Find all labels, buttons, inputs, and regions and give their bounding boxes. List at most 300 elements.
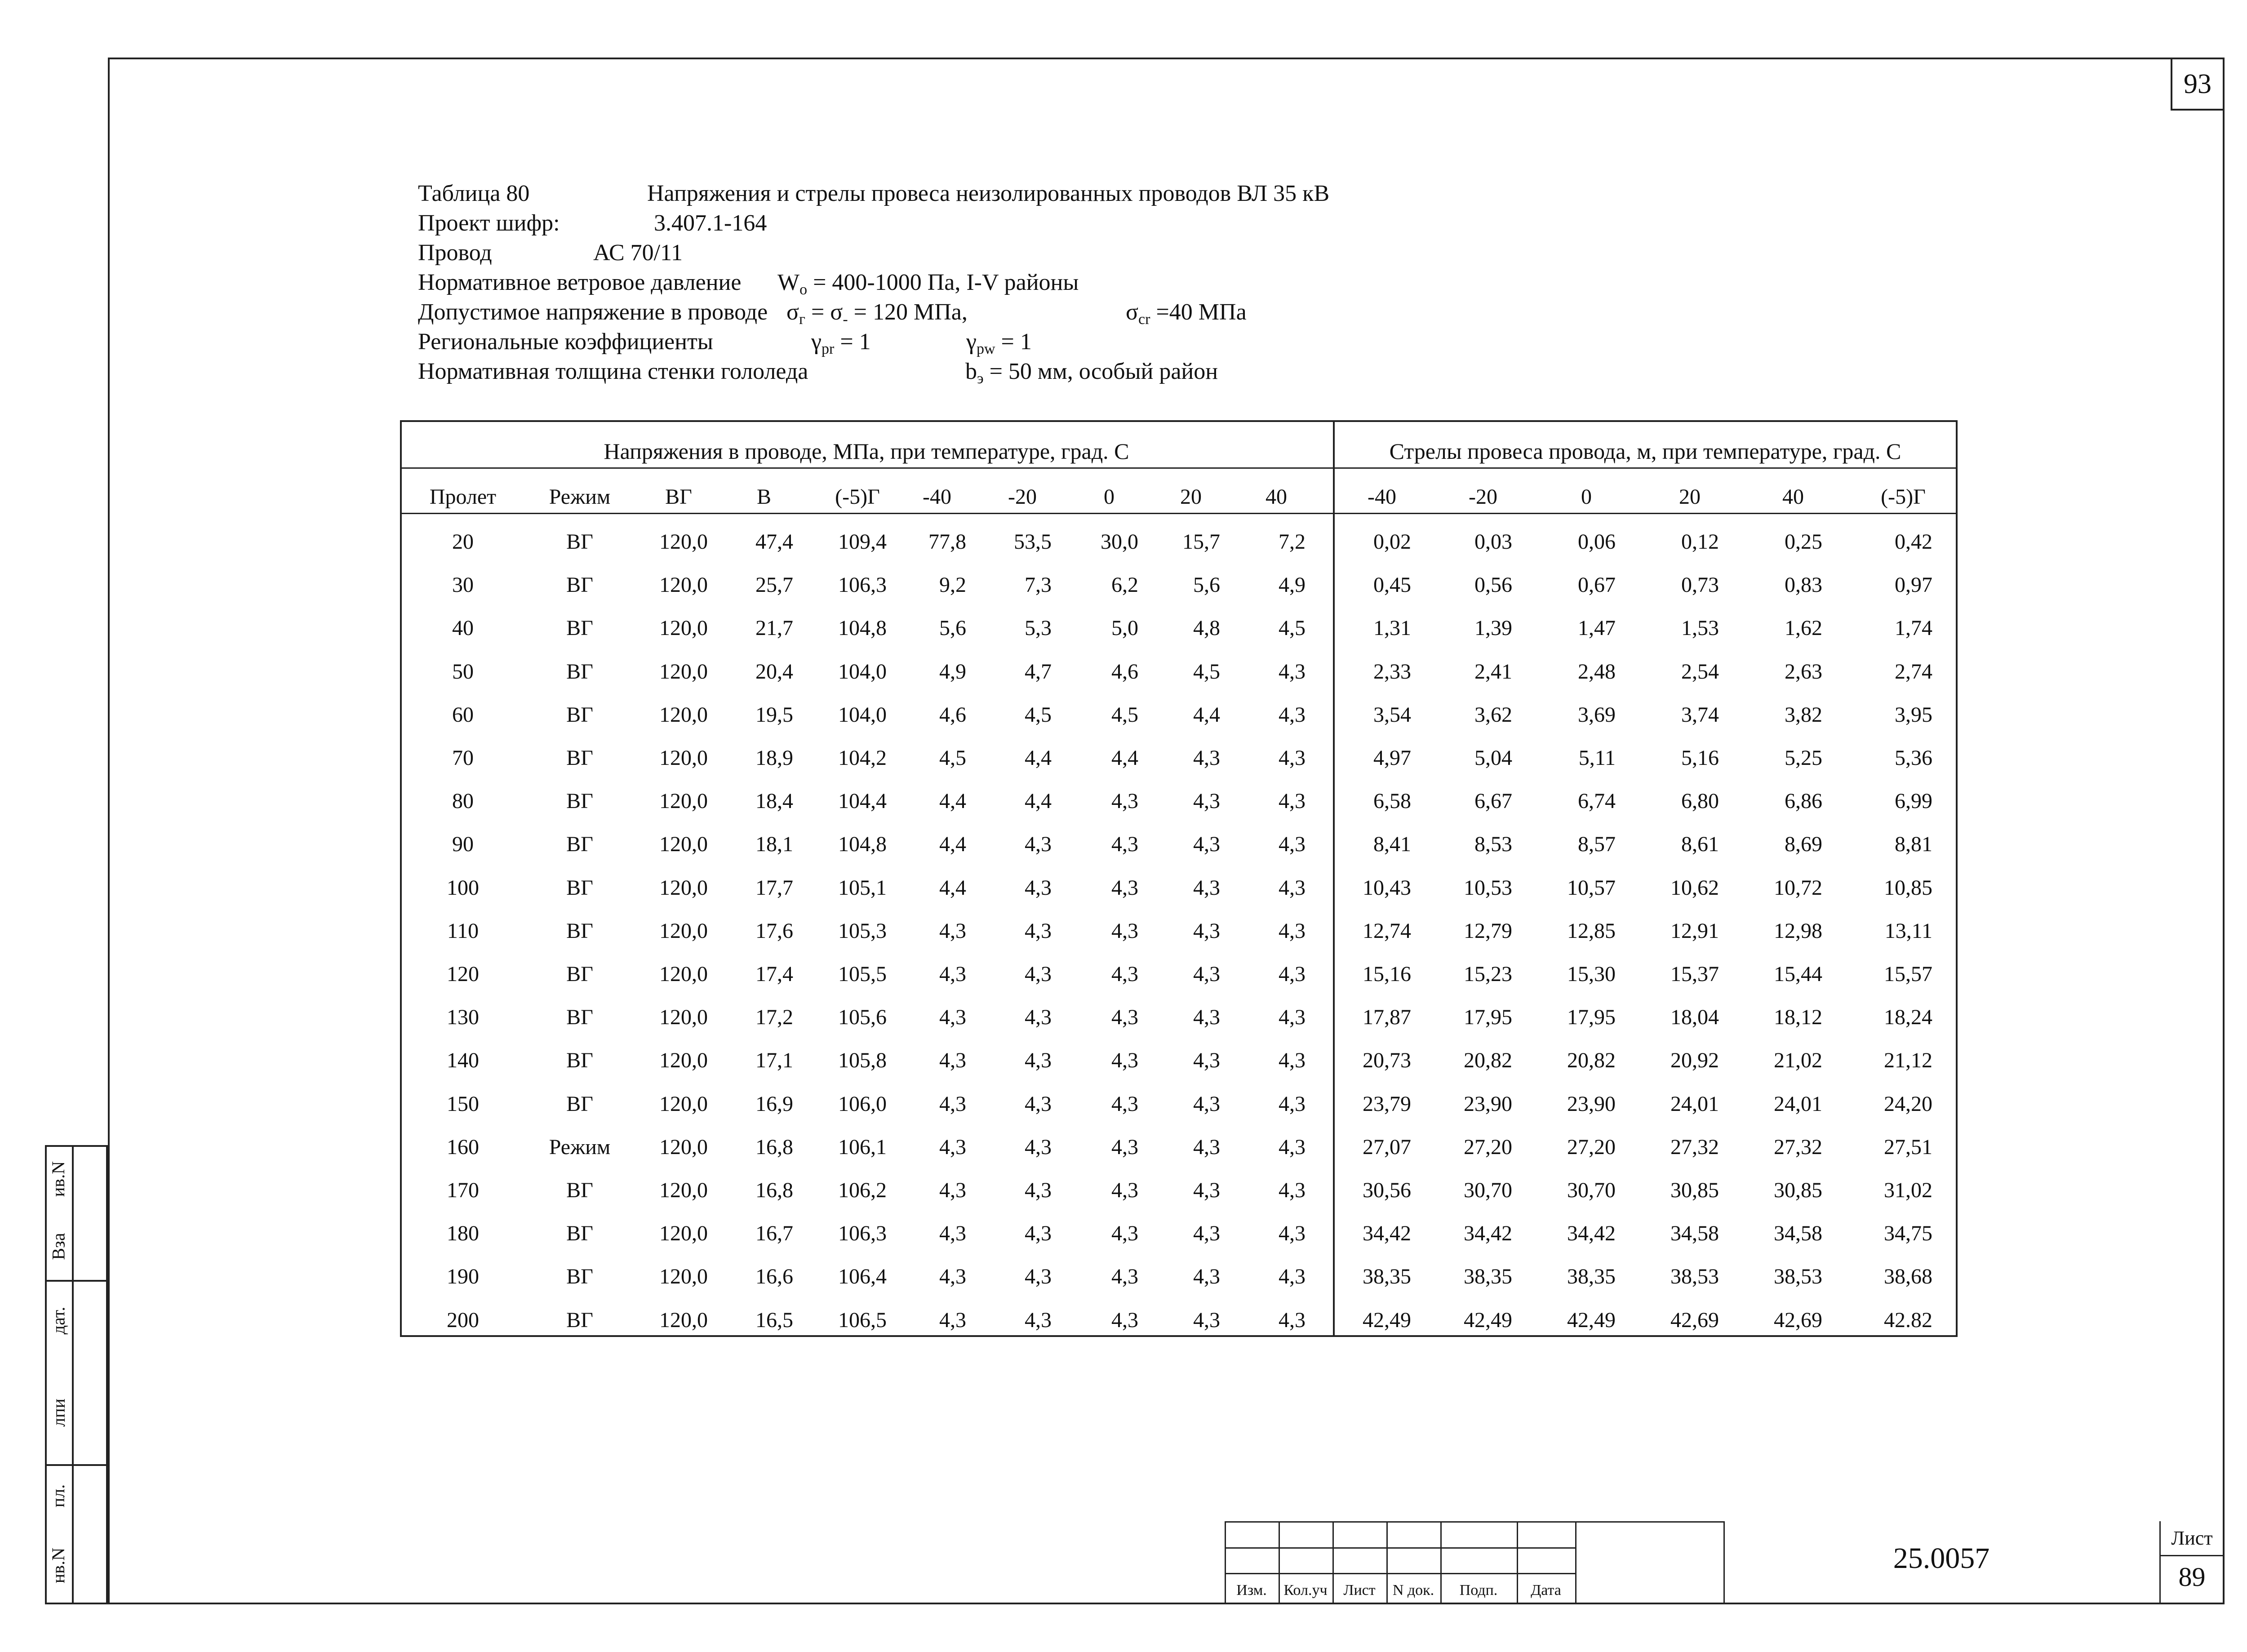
table-cell: 16,8 [755, 1135, 793, 1159]
table-cell: 18,4 [755, 789, 793, 813]
table-cell: 7,2 [1279, 530, 1306, 554]
table-cell: 3,95 [1895, 702, 1932, 727]
table-cell: 4,3 [1111, 1005, 1138, 1030]
table-cell: 4,4 [939, 875, 966, 900]
table-cell: 4,3 [1279, 962, 1306, 986]
table-cell: 17,6 [755, 919, 793, 943]
table-cell: 105,8 [838, 1048, 887, 1073]
table-cell: 0,97 [1895, 573, 1932, 597]
table-cell: 27,07 [1363, 1135, 1411, 1159]
column-header: 20 [1180, 485, 1202, 509]
table-cell: 4,3 [1025, 1178, 1052, 1202]
table-cell: 17,95 [1567, 1005, 1616, 1030]
table-cell: 6,80 [1681, 789, 1719, 813]
title-block-label: N док. [1392, 1582, 1434, 1599]
table-cell: 34,42 [1363, 1221, 1411, 1246]
table-cell: ВГ [566, 573, 593, 597]
table-cell: 20,4 [755, 659, 793, 684]
table-cell: 38,35 [1567, 1265, 1616, 1289]
table-cell: 1,39 [1474, 616, 1512, 640]
table-cell: 12,74 [1363, 919, 1411, 943]
table-cell: 23,90 [1567, 1092, 1616, 1116]
table-cell: 120,0 [659, 919, 708, 943]
table-cell: 4,3 [939, 1005, 966, 1030]
table-cell: 4,3 [939, 962, 966, 986]
table-cell: 120,0 [659, 1135, 708, 1159]
table-cell: ВГ [566, 919, 593, 943]
table-cell: 4,7 [1025, 659, 1052, 684]
table-cell: 0,12 [1681, 530, 1719, 554]
table-cell: 120,0 [659, 746, 708, 770]
table-cell: 104,4 [838, 789, 887, 813]
table-cell: 42,69 [1670, 1308, 1719, 1332]
table-cell: 4,97 [1373, 746, 1411, 770]
regional-coef-pw: $\gamma_{pw} = 1$ [966, 329, 1032, 357]
table-cell: 34,42 [1567, 1221, 1616, 1246]
table-cell: 18,24 [1884, 1005, 1932, 1030]
table-cell: 3,62 [1474, 702, 1512, 727]
table-cell: 120,0 [659, 1005, 708, 1030]
table-cell: 40 [452, 616, 474, 640]
table-cell: 200 [447, 1308, 479, 1332]
sheet-label: Лист [2171, 1527, 2213, 1549]
table-cell: 10,62 [1670, 875, 1719, 900]
allowable-stress-cr: $\sigma_{cr} =40$ МПа [1126, 299, 1247, 328]
table-cell: 4,6 [1111, 659, 1138, 684]
table-cell: 4,3 [1111, 1092, 1138, 1116]
table-cell: 12,79 [1464, 919, 1512, 943]
table-cell: 190 [447, 1265, 479, 1289]
table-cell: 8,69 [1785, 832, 1822, 857]
table-cell: 120,0 [659, 1221, 708, 1246]
table-cell: ВГ [566, 1265, 593, 1289]
table-cell: 4,3 [1279, 1092, 1306, 1116]
table-cell: ВГ [566, 530, 593, 554]
table-cell: 27,51 [1884, 1135, 1932, 1159]
table-cell: 60 [452, 702, 474, 727]
table-cell: ВГ [566, 1048, 593, 1073]
table-cell: 120,0 [659, 1265, 708, 1289]
table-cell: 8,57 [1578, 832, 1616, 857]
table-cell: 160 [447, 1135, 479, 1159]
table-cell: 38,53 [1774, 1265, 1822, 1289]
table-cell: Режим [549, 1135, 611, 1159]
table-cell: 80 [452, 789, 474, 813]
table-cell: 15,30 [1567, 962, 1616, 986]
wind-pressure-value: $W_o = 400-1000$ Па, I-V районы [777, 270, 1079, 298]
table-cell: 4,3 [1279, 875, 1306, 900]
table-cell: 4,3 [1279, 702, 1306, 727]
table-cell: 42.82 [1884, 1308, 1932, 1332]
table-cell: 120,0 [659, 573, 708, 597]
column-header: 0 [1581, 485, 1592, 509]
table-cell: 4,5 [1193, 659, 1220, 684]
table-cell: 8,41 [1373, 832, 1411, 857]
title-block-label: Кол.уч [1283, 1582, 1328, 1599]
table-caption-label: Таблица 80 [418, 181, 530, 206]
table-cell: 10,53 [1464, 875, 1512, 900]
table-cell: 5,6 [939, 616, 966, 640]
table-cell: 17,7 [755, 875, 793, 900]
table-cell: 27,32 [1670, 1135, 1719, 1159]
table-cell: 4,3 [1025, 1005, 1052, 1030]
allowable-stress-value: $\sigma_г = \sigma_- = 120$ МПа, [786, 299, 968, 328]
table-cell: 1,74 [1895, 616, 1932, 640]
table-cell: 19,5 [755, 702, 793, 727]
table-cell: 4,3 [1279, 1135, 1306, 1159]
column-header: В [756, 485, 771, 509]
title-block-label: Изм. [1236, 1582, 1267, 1599]
table-cell: 30,0 [1101, 530, 1138, 554]
title-block-label: Подп. [1459, 1582, 1498, 1599]
group-header-stress: Напряжения в проводе, МПа, при температуре, град. С [604, 439, 1129, 464]
table-cell: 90 [452, 832, 474, 857]
table-cell: 4,3 [1193, 832, 1220, 857]
table-cell: 4,3 [1025, 962, 1052, 986]
table-cell: 8,81 [1895, 832, 1932, 857]
table-cell: 4,3 [1193, 789, 1220, 813]
table-cell: 20,82 [1567, 1048, 1616, 1073]
table-cell: 10,85 [1884, 875, 1932, 900]
table-cell: 30,85 [1774, 1178, 1822, 1202]
table-cell: 130 [447, 1005, 479, 1030]
table-cell: 4,3 [939, 1092, 966, 1116]
table-cell: 21,7 [755, 616, 793, 640]
table-cell: 15,16 [1363, 962, 1411, 986]
table-cell: 4,3 [1193, 1135, 1220, 1159]
strip-label: Взa [48, 1232, 69, 1260]
table-cell: 38,53 [1670, 1265, 1719, 1289]
table-cell: 120,0 [659, 702, 708, 727]
column-header: 40 [1782, 485, 1804, 509]
strip-label: нв.N [48, 1547, 69, 1583]
table-cell: 20,73 [1363, 1048, 1411, 1073]
table-cell: 12,98 [1774, 919, 1822, 943]
table-cell: 6,86 [1785, 789, 1822, 813]
table-cell: 4,3 [1279, 746, 1306, 770]
table-cell: 10,43 [1363, 875, 1411, 900]
table-cell: 18,1 [755, 832, 793, 857]
column-header: (-5)Г [835, 485, 880, 509]
table-cell: 0,67 [1578, 573, 1616, 597]
table-cell: 0,03 [1474, 530, 1512, 554]
table-cell: 9,2 [939, 573, 966, 597]
table-cell: 1,62 [1785, 616, 1822, 640]
table-cell: 2,63 [1785, 659, 1822, 684]
table-cell: 4,9 [939, 659, 966, 684]
table-cell: 120,0 [659, 616, 708, 640]
table-cell: 120,0 [659, 962, 708, 986]
table-cell: 16,8 [755, 1178, 793, 1202]
table-cell: 4,3 [1279, 659, 1306, 684]
table-cell: 4,3 [1193, 746, 1220, 770]
table-cell: 104,0 [838, 659, 887, 684]
table-cell: 0,06 [1578, 530, 1616, 554]
table-cell: 5,6 [1193, 573, 1220, 597]
table-cell: 31,02 [1884, 1178, 1932, 1202]
table-cell: 4,3 [1111, 962, 1138, 986]
title-grid-line [1225, 1573, 1575, 1574]
table-cell: 4,4 [1025, 789, 1052, 813]
table-cell: 4,5 [939, 746, 966, 770]
table-cell: 4,5 [1111, 702, 1138, 727]
table-cell: 30,70 [1464, 1178, 1512, 1202]
table-cell: 4,5 [1025, 702, 1052, 727]
table-cell: 170 [447, 1178, 479, 1202]
table-cell: 12,91 [1670, 919, 1719, 943]
regional-coef-label: Региональные коэффициенты [418, 329, 713, 355]
table-cell: 10,72 [1774, 875, 1822, 900]
table-cell: 20,92 [1670, 1048, 1719, 1073]
table-cell: 42,69 [1774, 1308, 1822, 1332]
table-cell: 4,3 [1193, 1265, 1220, 1289]
table-cell: 16,9 [755, 1092, 793, 1116]
table-cell: 4,3 [939, 1178, 966, 1202]
column-header: Пролет [429, 485, 497, 509]
table-cell: 17,2 [755, 1005, 793, 1030]
table-cell: 30,70 [1567, 1178, 1616, 1202]
table-cell: 17,1 [755, 1048, 793, 1073]
table-cell: ВГ [566, 832, 593, 857]
table-cell: 5,3 [1025, 616, 1052, 640]
table-cell: 4,3 [939, 919, 966, 943]
title-block-label: Дата [1531, 1582, 1561, 1599]
document-number: 25.0057 [1893, 1542, 1990, 1575]
wire-value: АС 70/11 [593, 240, 683, 266]
table-cell: 4,3 [1025, 832, 1052, 857]
table-cell: ВГ [566, 1221, 593, 1246]
table-cell: 16,5 [755, 1308, 793, 1332]
table-cell: 4,8 [1193, 616, 1220, 640]
table-cell: ВГ [566, 962, 593, 986]
table-cell: 4,3 [1279, 1308, 1306, 1332]
column-header: -40 [1368, 485, 1396, 509]
table-cell: 2,33 [1373, 659, 1411, 684]
table-cell: 6,99 [1895, 789, 1932, 813]
table-cell: 3,69 [1578, 702, 1616, 727]
wind-pressure-label: Нормативное ветровое давление [418, 270, 742, 295]
table-cell: 4,3 [1025, 1265, 1052, 1289]
strip-label: ив.N [48, 1161, 69, 1197]
table-cell: 180 [447, 1221, 479, 1246]
table-cell: 12,85 [1567, 919, 1616, 943]
column-header: -40 [923, 485, 951, 509]
title-grid-line [1575, 1521, 1576, 1603]
table-cell: 4,3 [939, 1265, 966, 1289]
table-cell: 0,73 [1681, 573, 1719, 597]
table-cell: 4,3 [1279, 919, 1306, 943]
table-cell: 15,44 [1774, 962, 1822, 986]
table-cell: ВГ [566, 875, 593, 900]
table-cell: ВГ [566, 1092, 593, 1116]
table-cell: 140 [447, 1048, 479, 1073]
table-cell: 106,0 [838, 1092, 887, 1116]
table-cell: 4,3 [1111, 1135, 1138, 1159]
table-cell: 4,3 [1111, 875, 1138, 900]
table-cell: 0,02 [1373, 530, 1411, 554]
table-cell: 4,4 [1193, 702, 1220, 727]
table-cell: 4,3 [1111, 789, 1138, 813]
table-cell: 4,3 [1279, 1265, 1306, 1289]
table-cell: 17,95 [1464, 1005, 1512, 1030]
table-cell: 25,7 [755, 573, 793, 597]
sheet-number: 89 [2178, 1562, 2206, 1592]
table-cell: 2,41 [1474, 659, 1512, 684]
table-cell: ВГ [566, 1178, 593, 1202]
table-cell: 5,25 [1785, 746, 1822, 770]
table-cell: 38,35 [1464, 1265, 1512, 1289]
table-cell: 38,35 [1363, 1265, 1411, 1289]
table-cell: 0,83 [1785, 573, 1822, 597]
table-cell: 38,68 [1884, 1265, 1932, 1289]
table-cell: 106,4 [838, 1265, 887, 1289]
table-cell: 4,3 [1111, 832, 1138, 857]
table-cell: 1,31 [1373, 616, 1411, 640]
title-block [1225, 1521, 2225, 1603]
table-cell: 23,79 [1363, 1092, 1411, 1116]
column-header: 20 [1679, 485, 1701, 509]
table-cell: 16,7 [755, 1221, 793, 1246]
table-cell: 24,01 [1670, 1092, 1719, 1116]
table-cell: 120,0 [659, 789, 708, 813]
table-cell: 20,82 [1464, 1048, 1512, 1073]
table-cell: 42,49 [1567, 1308, 1616, 1332]
table-cell: 4,3 [1279, 1005, 1306, 1030]
table-cell: 4,3 [1193, 1048, 1220, 1073]
table-cell: 20 [452, 530, 474, 554]
table-cell: 4,3 [1279, 1221, 1306, 1246]
table-cell: 4,3 [1111, 1048, 1138, 1073]
table-cell: 3,54 [1373, 702, 1411, 727]
table-cell: 21,12 [1884, 1048, 1932, 1073]
table-cell: 150 [447, 1092, 479, 1116]
table-cell: 120,0 [659, 1048, 708, 1073]
strip-label: лпи [48, 1398, 69, 1427]
table-cell: 15,7 [1182, 530, 1220, 554]
project-code-label: Проект шифр: [418, 210, 560, 236]
column-header: (-5)Г [1881, 485, 1926, 509]
table-cell: 104,8 [838, 832, 887, 857]
title-grid-line [2159, 1555, 2225, 1556]
table-cell: 34,58 [1670, 1221, 1719, 1246]
table-cell: 21,02 [1774, 1048, 1822, 1073]
table-cell: 42,49 [1464, 1308, 1512, 1332]
table-cell: 105,3 [838, 919, 887, 943]
table-cell: 106,1 [838, 1135, 887, 1159]
table-cell: 18,9 [755, 746, 793, 770]
table-cell: 4,4 [939, 789, 966, 813]
table-cell: 4,3 [939, 1048, 966, 1073]
table-cell: 6,67 [1474, 789, 1512, 813]
table-cell: 4,5 [1279, 616, 1306, 640]
table-cell: 4,9 [1279, 573, 1306, 597]
table-cell: ВГ [566, 616, 593, 640]
ice-thickness-label: Нормативная толщина стенки гололеда [418, 359, 808, 384]
table-cell: 6,2 [1111, 573, 1138, 597]
table-cell: 27,20 [1567, 1135, 1616, 1159]
table-cell: 4,3 [1279, 789, 1306, 813]
table-cell: 8,53 [1474, 832, 1512, 857]
page-number: 93 [2171, 58, 2225, 111]
table-cell: 4,3 [1193, 1005, 1220, 1030]
table-cell: 0,45 [1373, 573, 1411, 597]
table-cell: 4,4 [939, 832, 966, 857]
table-cell: 4,3 [1111, 1308, 1138, 1332]
table-cell: 34,42 [1464, 1221, 1512, 1246]
table-cell: 106,2 [838, 1178, 887, 1202]
table-cell: 104,8 [838, 616, 887, 640]
table-cell: 4,3 [939, 1308, 966, 1332]
table-cell: 105,1 [838, 875, 887, 900]
table-cell: 0,25 [1785, 530, 1822, 554]
table-cell: 4,3 [1111, 1221, 1138, 1246]
title-grid-line [1225, 1547, 1575, 1549]
table-cell: 4,3 [1279, 832, 1306, 857]
table-cell: 120,0 [659, 875, 708, 900]
table-cell: 15,37 [1670, 962, 1719, 986]
table-cell: ВГ [566, 789, 593, 813]
table-cell: 4,3 [1193, 1308, 1220, 1332]
table-cell: 0,42 [1895, 530, 1932, 554]
table-cell: 18,12 [1774, 1005, 1822, 1030]
table-cell: 104,2 [838, 746, 887, 770]
table-cell: 17,4 [755, 962, 793, 986]
table-cell: 4,3 [1025, 1048, 1052, 1073]
table-cell: 4,3 [1111, 919, 1138, 943]
table-cell: 4,3 [1193, 1092, 1220, 1116]
table-cell: 1,53 [1681, 616, 1719, 640]
table-cell: 109,4 [838, 530, 887, 554]
table-cell: 24,20 [1884, 1092, 1932, 1116]
table-cell: 34,75 [1884, 1221, 1932, 1246]
table-cell: 8,61 [1681, 832, 1719, 857]
table-cell: 10,57 [1567, 875, 1616, 900]
table-cell: 5,11 [1578, 746, 1616, 770]
table-cell: 110 [447, 919, 479, 943]
table-cell: 4,3 [1111, 1265, 1138, 1289]
table-cell: 18,04 [1670, 1005, 1719, 1030]
table-cell: 2,74 [1895, 659, 1932, 684]
table-cell: 106,5 [838, 1308, 887, 1332]
table-cell: 3,82 [1785, 702, 1822, 727]
allowable-stress-label: Допустимое напряжение в проводе [418, 299, 768, 325]
strip-label: пл. [48, 1484, 69, 1507]
table-cell: 16,6 [755, 1265, 793, 1289]
table-cell: 30,85 [1670, 1178, 1719, 1202]
table-cell: 5,0 [1111, 616, 1138, 640]
table-cell: 4,3 [1025, 1092, 1052, 1116]
table-cell: 30 [452, 573, 474, 597]
group-header-sag: Стрелы провеса провода, м, при температуре, град. С [1389, 439, 1901, 464]
table-cell: 106,3 [838, 573, 887, 597]
table-cell: 24,01 [1774, 1092, 1822, 1116]
table-cell: 77,8 [928, 530, 966, 554]
table-cell: 120,0 [659, 1092, 708, 1116]
table-cell: 13,11 [1884, 919, 1932, 943]
table-cell: 4,3 [1193, 962, 1220, 986]
table-cell: 2,54 [1681, 659, 1719, 684]
table-caption-title: Напряжения и стрелы провеса неизолированных проводов ВЛ 35 кВ [647, 181, 1330, 206]
table-cell: 4,3 [1193, 919, 1220, 943]
table-cell: 120 [447, 962, 479, 986]
table-cell: 4,3 [939, 1135, 966, 1159]
table-cell: 70 [452, 746, 474, 770]
table-cell: 0,56 [1474, 573, 1512, 597]
table-cell: 15,23 [1464, 962, 1512, 986]
table-cell: 106,3 [838, 1221, 887, 1246]
table-cell: 105,6 [838, 1005, 887, 1030]
table-cell: 4,3 [1025, 1135, 1052, 1159]
